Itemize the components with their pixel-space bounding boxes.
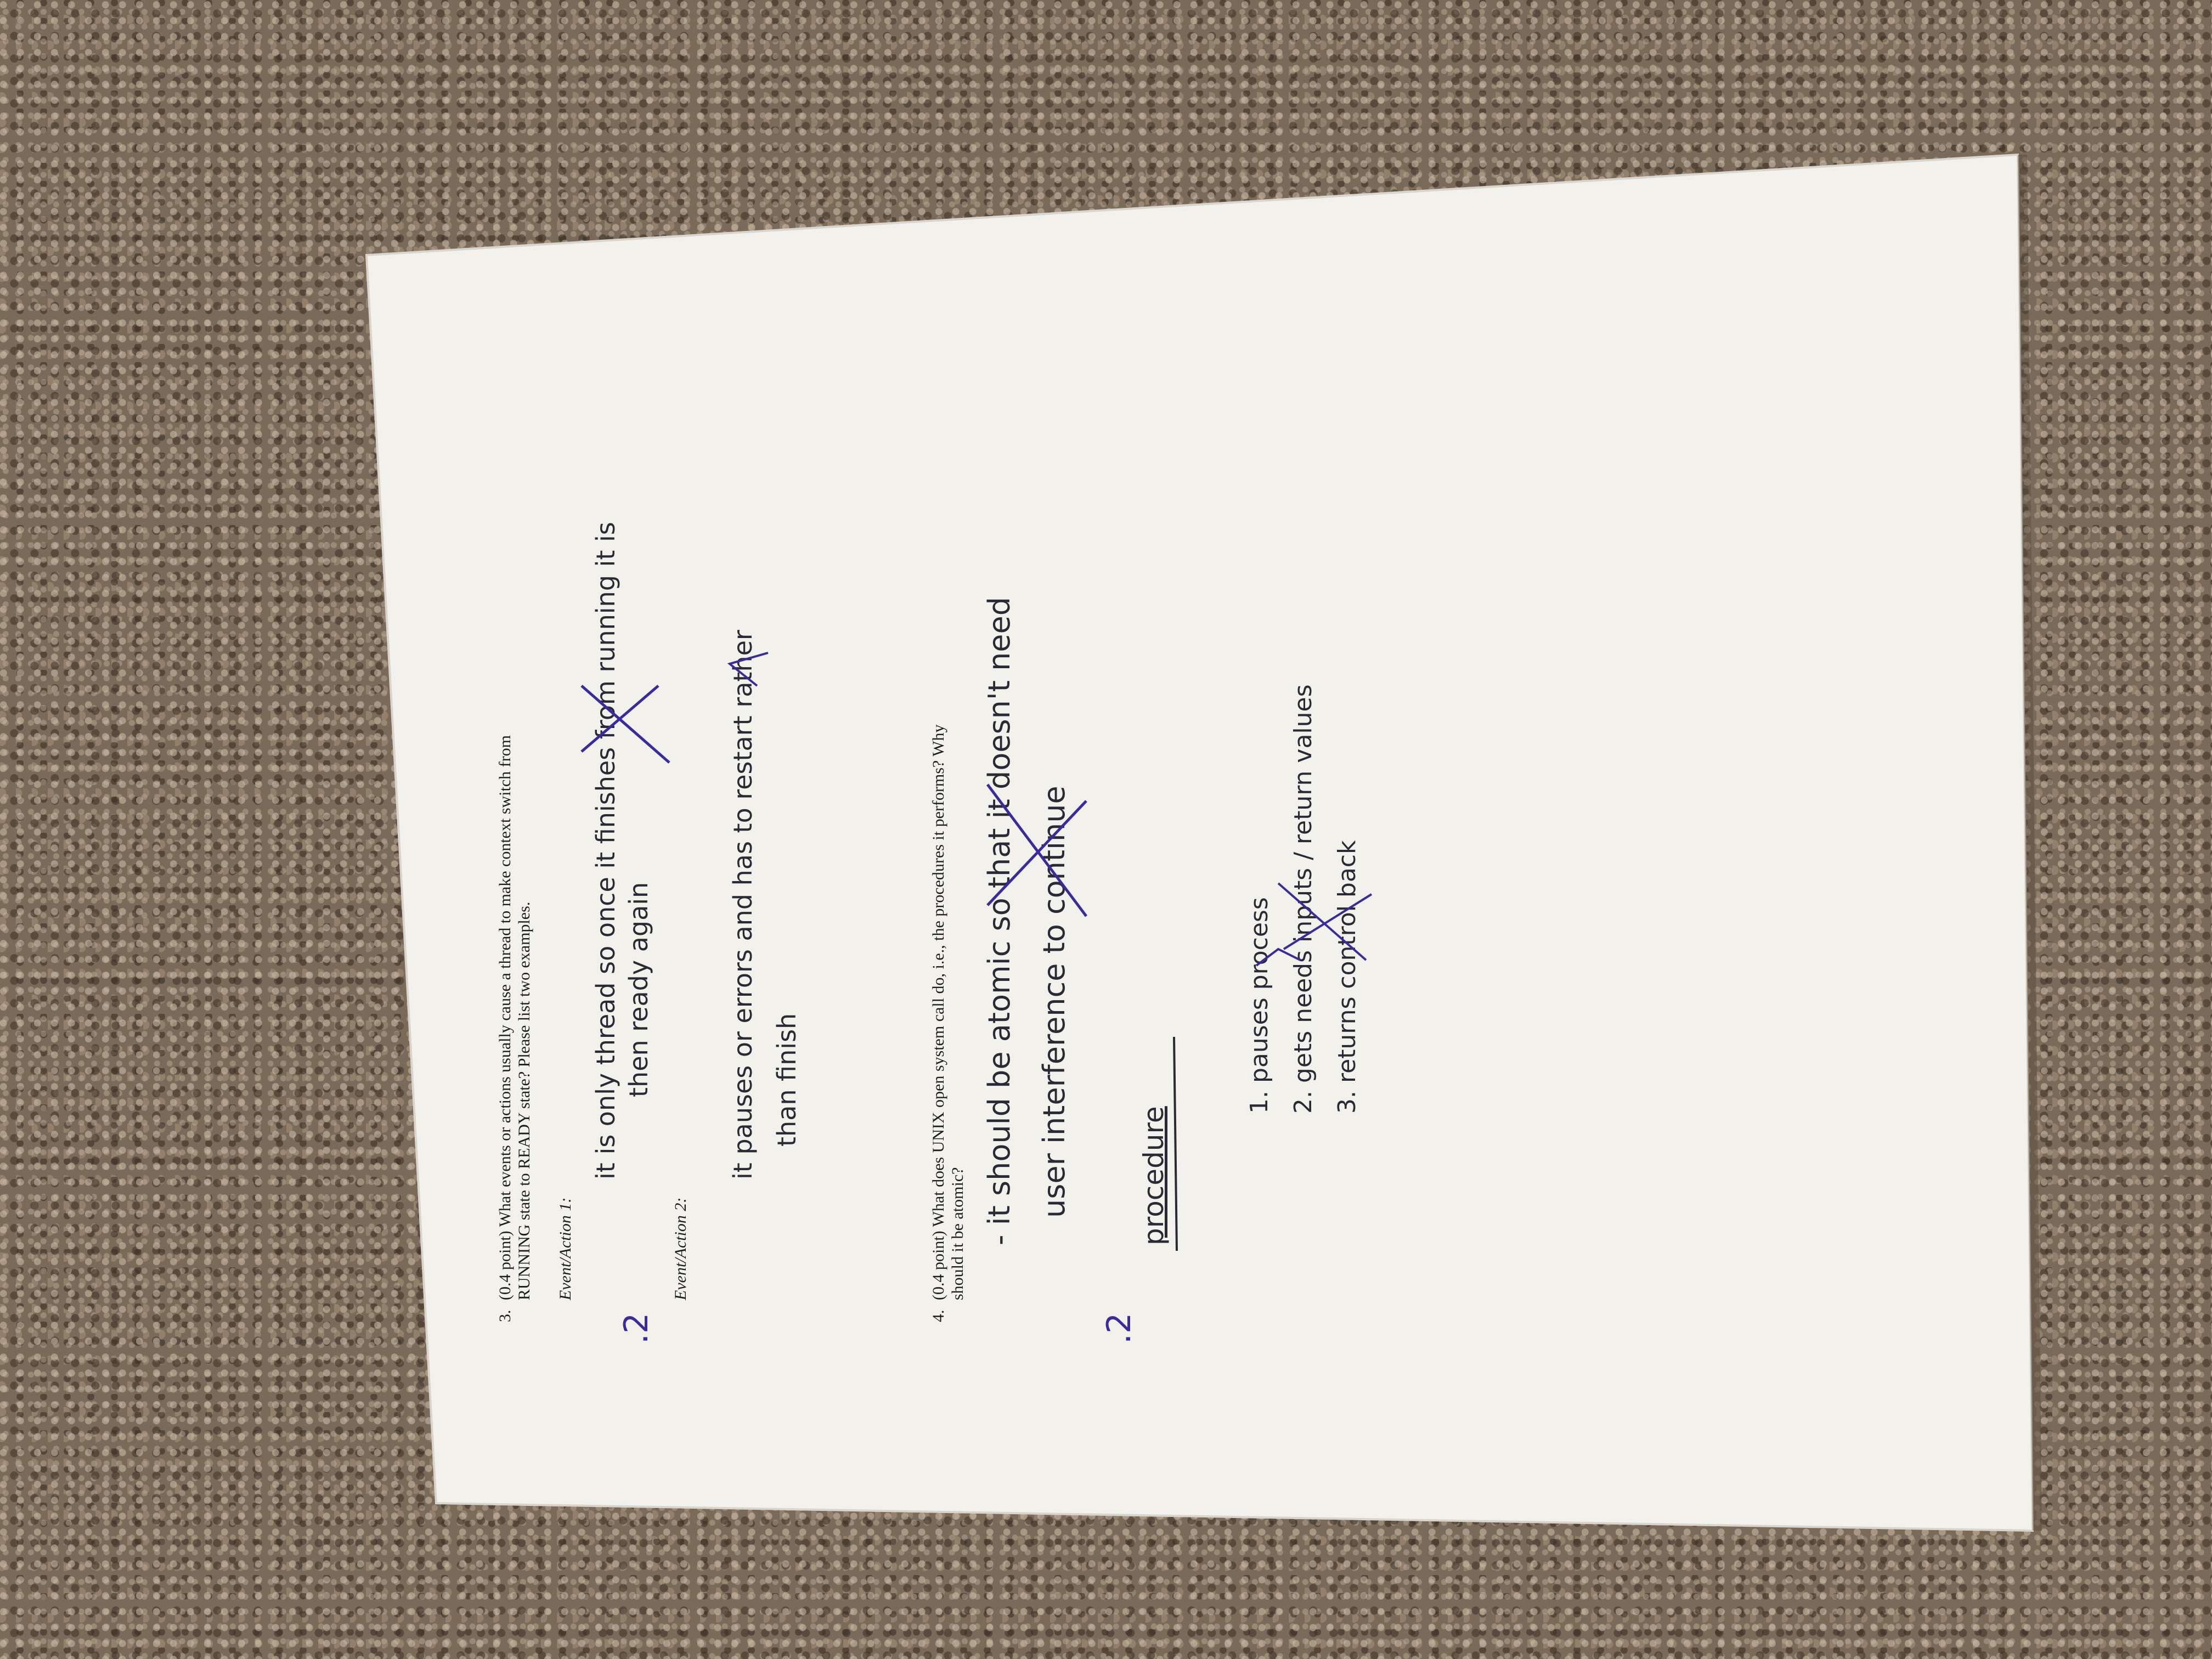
- q3-answer1-line2: then ready again: [624, 882, 653, 1097]
- q3-text-line2: RUNNING state to READY state? Please list two examples.: [515, 901, 533, 1300]
- q4-heading: procedure: [1138, 1106, 1170, 1245]
- q4-step-1: 1. pauses process: [1245, 897, 1273, 1114]
- q4-answer-line1: - it should be atomic so that it doesn't need: [982, 596, 1017, 1245]
- q3-label-2: Event/Action 2:: [672, 1197, 690, 1300]
- q4-text-line1: (0.4 point) What does UNIX open system call do, i.e., the procedures it performs? Why: [929, 724, 947, 1300]
- q3-label-1: Event/Action 1:: [556, 1197, 574, 1300]
- q3-text-line1: (0.4 point) What events or actions usually cause a thread to make context switch from: [496, 735, 514, 1300]
- q3-number: 3.: [496, 1310, 514, 1322]
- q4-answer-line2: user interference to continue: [1037, 786, 1071, 1218]
- q3-answer1-line1: it is only thread so once it finishes from running it is: [591, 522, 620, 1180]
- q4-text-line2: should it be atomic?: [949, 1167, 967, 1300]
- q4-number: 4.: [929, 1310, 947, 1322]
- q4-step-2: 2. gets needs inputs / return values: [1289, 684, 1317, 1114]
- q4-step-3: 3. returns control back: [1333, 840, 1361, 1114]
- q3-answer2-line1: it pauses or errors and has to restart rather: [728, 630, 758, 1180]
- q3-grade-mark: .2: [617, 1312, 656, 1344]
- q4-grade-mark: .2: [1100, 1312, 1138, 1344]
- q3-answer2-line2: than finish: [772, 1013, 802, 1147]
